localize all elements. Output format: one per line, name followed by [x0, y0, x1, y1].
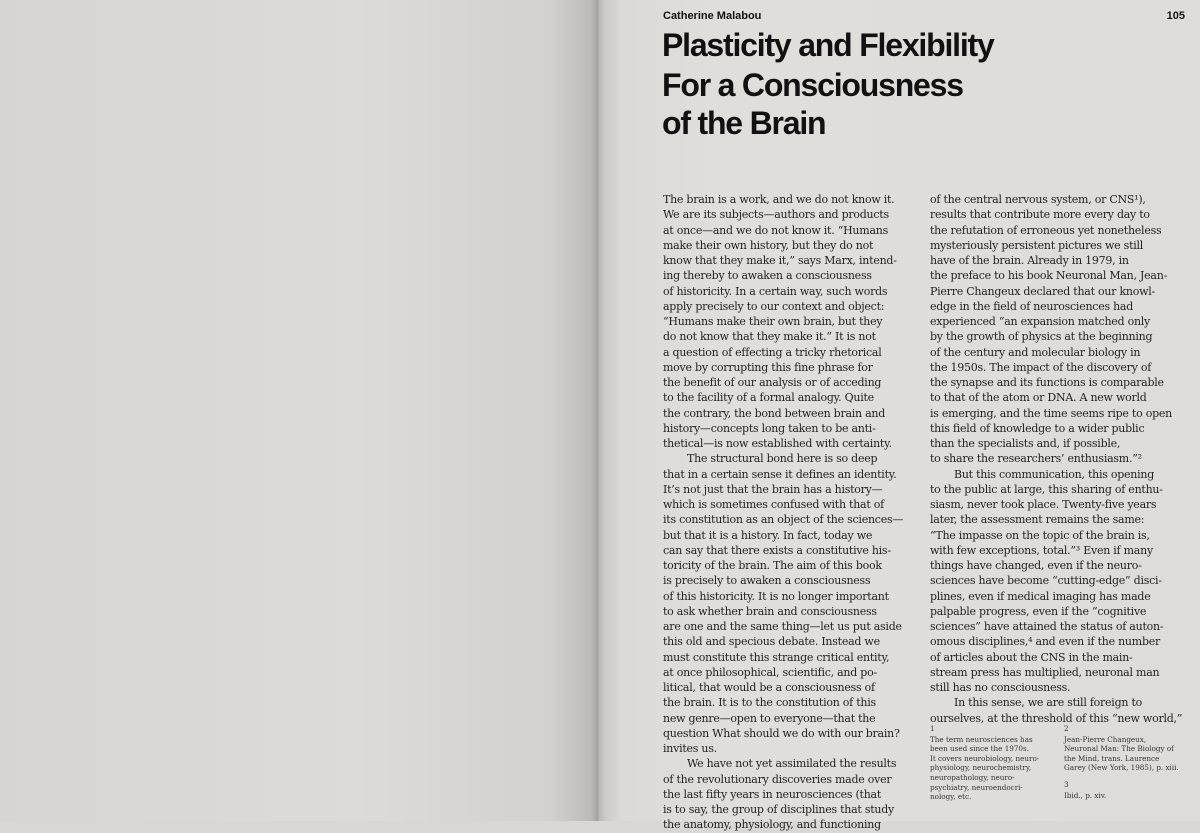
footnote-line: been used since the 1970s. [930, 744, 1029, 754]
text-line: is precisely to awaken a consciousness [663, 574, 871, 588]
text-line: its constitution as an object of the sciences— [663, 513, 904, 527]
footnotes-2-3 [1064, 724, 1188, 800]
text-line: the benefit of our analysis or of acceding [663, 376, 882, 389]
text-line: apply precisely to our context and object: [663, 299, 885, 313]
running-head-author: Catherine Malabou [663, 10, 762, 22]
footnote-line: nology, etc. [930, 792, 972, 802]
title-line-2: For a Consciousness [662, 67, 963, 103]
text-line: of historicity. In a certain way, such words [663, 284, 888, 298]
text-line: with few exceptions, total.”³ Even if many [930, 543, 1153, 557]
text-line: than the specialists and, if possible, [930, 437, 1121, 450]
text-line: but that it is a history. In fact, today we [663, 528, 873, 542]
text-line: a question of effecting a tricky rhetorical [663, 345, 882, 359]
text-line: sciences” have attained the status of auton- [930, 620, 1164, 633]
text-line: We are its subjects—authors and products [663, 208, 889, 222]
text-line: make their own history, but they do not [663, 238, 874, 252]
footnote-number: 2 [1064, 724, 1069, 733]
text-line: plines, even if medical imaging has made [930, 589, 1151, 603]
text-line: ourselves, at the threshold of this “new world,” [930, 711, 1183, 725]
text-line: history—concepts long taken to be anti- [663, 421, 876, 435]
text-line: new genre—open to everyone—that the [663, 711, 876, 725]
left-page-blank [0, 0, 598, 821]
text-line: at once philosophical, scientific, and po- [663, 665, 877, 679]
text-line: can say that there exists a constitutive his- [663, 543, 891, 557]
text-line: later, the assessment remains the same: [930, 513, 1145, 527]
text-line: the 1950s. The impact of the discovery of [930, 360, 1152, 374]
footnote-1 [930, 724, 1058, 802]
text-line: palpable progress, even if the “cognitive [930, 604, 1147, 618]
text-line: invites us. [663, 742, 717, 755]
body-column-2 [930, 192, 1183, 726]
text-line: stream press has multiplied, neuronal man [930, 665, 1160, 679]
text-line: by the growth of physics at the beginning [930, 330, 1153, 344]
text-line: the refutation of erroneous yet nonetheless [930, 223, 1162, 237]
text-line: to that of the atom or DNA. A new world [930, 391, 1147, 405]
text-line: litical, that would be a consciousness of [663, 681, 875, 694]
text-line: ing thereby to awaken a consciousness [663, 269, 872, 283]
text-line: The brain is a work, and we do not know it. [663, 193, 895, 206]
text-line: experienced “an expansion matched only [930, 315, 1151, 328]
text-line: of this historicity. It is no longer important [663, 589, 889, 603]
text-line: the contrary, the bond between brain and [663, 406, 886, 420]
text-line: edge in the field of neurosciences had [930, 299, 1134, 313]
footnote-line: Neuronal Man: The Biology of [1064, 744, 1174, 754]
footnote-line: physiology, neurochemistry, [930, 763, 1032, 773]
text-line: of articles about the CNS in the main- [930, 650, 1133, 664]
text-line: still has no consciousness. [930, 681, 1071, 694]
text-line: the last fifty years in neurosciences (that [663, 787, 882, 801]
text-line: of the central nervous system, or CNS¹), [930, 193, 1146, 206]
text-line: of the century and molecular biology in [930, 345, 1141, 359]
text-line: sciences have become “cutting-edge” disci- [930, 574, 1162, 588]
chapter-title [662, 26, 1182, 142]
text-line: move by corrupting this fine phrase for [663, 360, 873, 374]
text-line: the brain. It is to the constitution of this [663, 696, 876, 710]
book-gutter [590, 0, 606, 821]
footnote-line: the Mind, trans. Laurence [1064, 753, 1160, 763]
text-line: to the public at large, this sharing of enthu- [930, 482, 1163, 496]
text-line: this old and specious debate. Instead we [663, 635, 880, 649]
text-line: do not know that they make it.” It is not [663, 330, 876, 344]
text-line: this field of knowledge to a wider public [930, 421, 1145, 435]
footnote-line: It covers neurobiology, neuro- [930, 753, 1040, 763]
text-line: question What should we do with our brain? [663, 726, 900, 740]
text-line: “Humans make their own brain, but they [663, 315, 883, 328]
text-line: results that contribute more every day to [930, 208, 1150, 222]
text-line: The structural bond here is so deep [687, 452, 878, 466]
page-number: 105 [1166, 10, 1185, 22]
text-line: But this communication, this opening [954, 467, 1155, 481]
text-line: toricity of the brain. The aim of this book [663, 559, 882, 572]
footnote-number: 3 [1064, 779, 1069, 789]
text-line: the synapse and its functions is comparable [930, 376, 1164, 389]
text-line: to share the researchers’ enthusiasm.”² [930, 452, 1142, 466]
text-line: know that they make it,” says Marx, intend- [663, 254, 897, 267]
text-line: mysteriously persistent pictures we still [930, 238, 1144, 252]
footnote-line: Ibid., p. xiv. [1064, 790, 1107, 800]
footnote-number: 1 [930, 724, 935, 733]
text-line: of the revolutionary discoveries made over [663, 772, 892, 786]
text-line: omous disciplines,⁴ and even if the number [930, 635, 1161, 649]
text-line: which is sometimes confused with that of [663, 498, 884, 511]
title-line-1: Plasticity and Flexibility [662, 27, 994, 63]
body-column-1 [663, 192, 913, 833]
text-line: have of the brain. Already in 1979, in [930, 254, 1129, 267]
text-line: the preface to his book Neuronal Man, Jean- [930, 269, 1168, 283]
footnote-line: Garey (New York, 1985), p. xiii. [1064, 763, 1179, 773]
footnote-line: Jean-Pierre Changeux, [1064, 734, 1147, 744]
text-line: We have not yet assimilated the results [687, 757, 897, 771]
text-line: siasm, never took place. Twenty-five years [930, 498, 1157, 511]
text-line: that in a certain sense it defines an identity. [663, 467, 897, 481]
text-line: to the facility of a formal analogy. Quite [663, 391, 874, 405]
text-line: must constitute this strange critical entity, [663, 650, 890, 664]
text-line: at once—and we do not know it. “Humans [663, 223, 888, 237]
text-line: is emerging, and the time seems ripe to open [930, 406, 1172, 420]
text-line: are one and the same thing—let us put aside [663, 620, 902, 633]
footnote-line: psychiatry, neuroendocri- [930, 782, 1023, 792]
title-line-3: of the Brain [662, 105, 826, 141]
text-line: the anatomy, physiology, and functioning [663, 818, 881, 832]
text-line: It’s not just that the brain has a history— [663, 482, 883, 496]
text-line: thetical—is now established with certainty. [663, 437, 892, 450]
footnote-line: The term neurosciences has [930, 734, 1033, 744]
text-line: Pierre Changeux declared that our knowl- [930, 284, 1155, 298]
text-line: is to say, the group of disciplines that study [663, 803, 894, 816]
text-line: things have changed, even if the neuro- [930, 559, 1142, 572]
text-line: to ask whether brain and consciousness [663, 604, 877, 618]
footnote-line: neuropathology, neuro- [930, 772, 1015, 782]
text-line: In this sense, we are still foreign to [954, 696, 1142, 710]
text-line: “The impasse on the topic of the brain is, [930, 528, 1150, 542]
